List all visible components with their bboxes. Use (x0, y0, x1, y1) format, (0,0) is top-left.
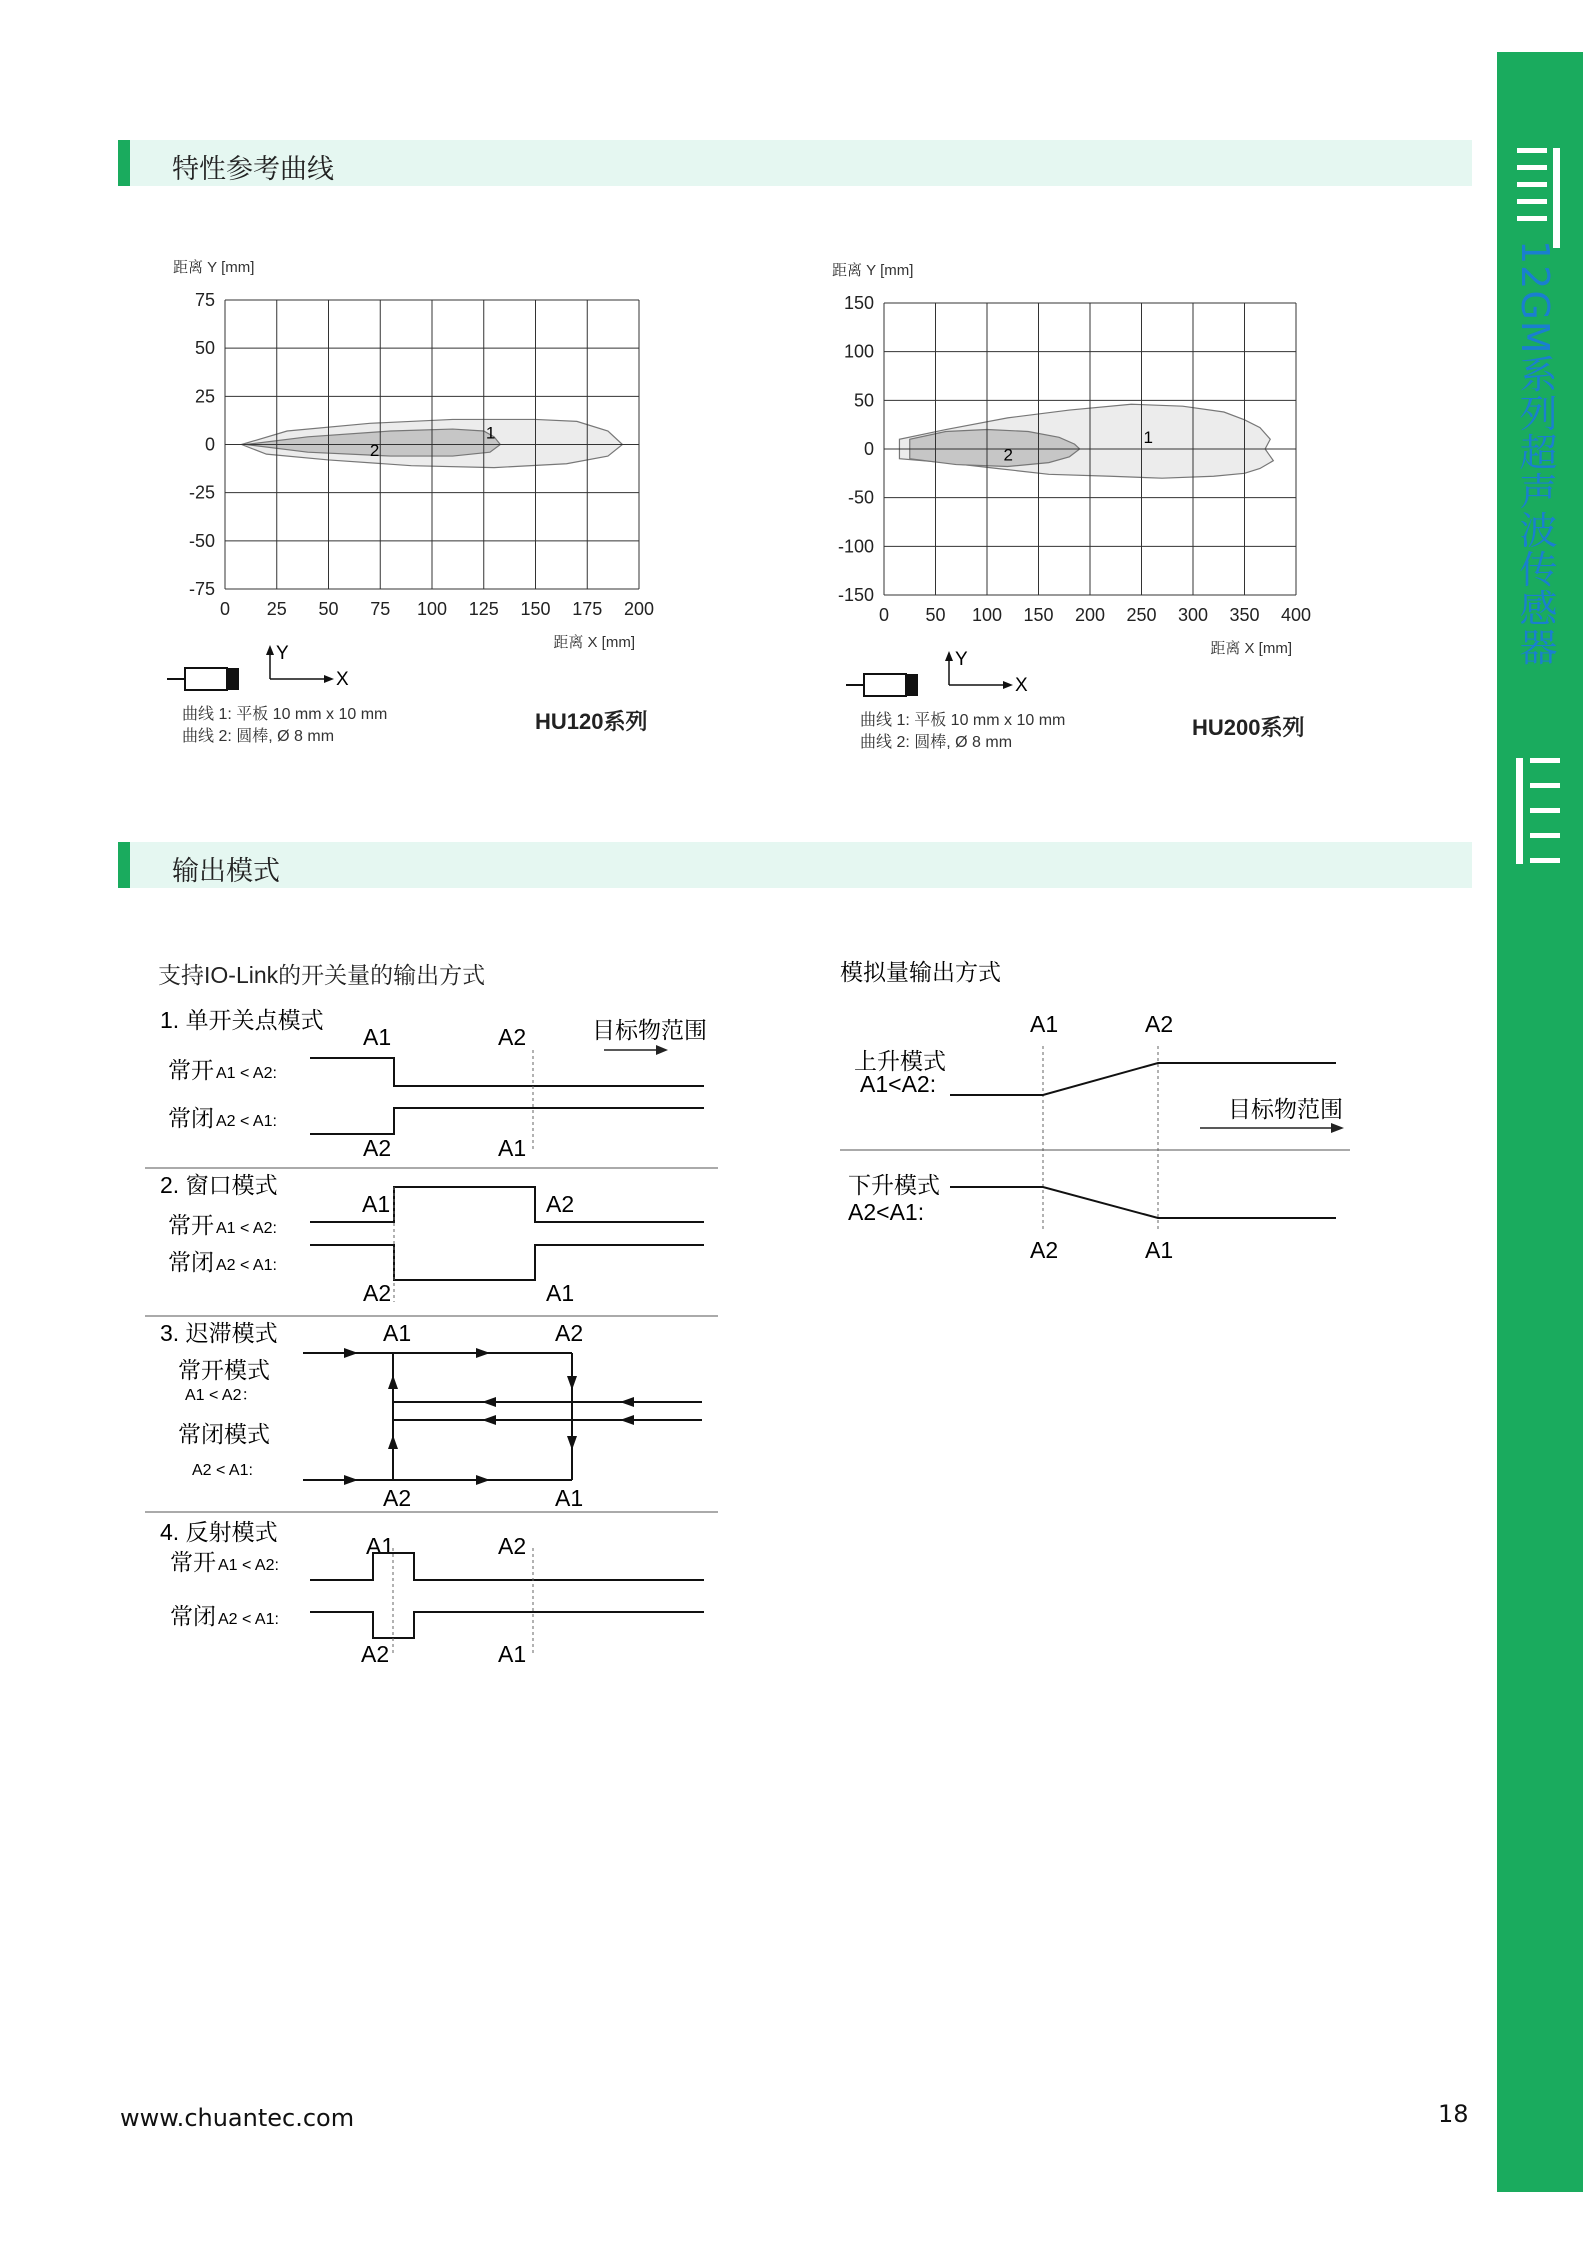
x-tick-label: 125 (468, 599, 499, 619)
curve-1-label: 1 (485, 423, 496, 443)
y-tick-label: 150 (843, 293, 874, 313)
label-a2: A2 (546, 1191, 575, 1217)
x-tick-label: 0 (219, 599, 231, 619)
label-a2-bottom: A2 (383, 1485, 412, 1511)
section-header-curves (118, 140, 1472, 186)
sensor-body-icon (185, 668, 227, 690)
arrow-right-icon (1331, 1123, 1344, 1133)
y-tick-label: 0 (863, 439, 874, 459)
label-a1-bottom: A1 (546, 1280, 575, 1306)
x-tick-label: 50 (318, 599, 339, 619)
mode-3-hysteresis (145, 1320, 718, 1512)
curve-2-label: 2 (369, 441, 380, 461)
legend-entry: 曲线 1: 平板 10 mm x 10 mm (182, 706, 388, 723)
nc-condition: A2 < A1: (218, 1611, 279, 1628)
axis-y-letter: Y (955, 649, 968, 670)
y-tick-label: -50 (847, 487, 874, 508)
label-a2-bottom: A2 (363, 1280, 392, 1306)
mode-title: 1. 单开关点模式 (160, 1007, 324, 1033)
chart-hu200 (820, 250, 1340, 760)
series-title: HU200系列 (1192, 715, 1305, 740)
label-a2-bottom: A2 (361, 1641, 390, 1667)
y-tick-label: -25 (188, 482, 215, 503)
nc-condition: A2 < A1: (192, 1462, 253, 1479)
sensor-body-icon (864, 674, 906, 696)
no-condition: A1 < A2： (185, 1387, 258, 1404)
label-a2: A2 (498, 1024, 527, 1050)
io-link-diagram (140, 950, 740, 1670)
legend-entry: 曲线 2: 圆棒, Ø 8 mm (860, 734, 1013, 751)
analog-diagram (820, 950, 1380, 1280)
page-number: 18 (1438, 2100, 1469, 2128)
x-tick-label: 250 (1126, 605, 1157, 625)
label-a2: A2 (1145, 1011, 1174, 1037)
side-title: 12GM系列超声波传感器 (1513, 240, 1557, 667)
x-tick-label: 50 (925, 605, 946, 625)
x-tick-label: 75 (370, 599, 391, 619)
label-a2-bottom: A2 (1030, 1237, 1059, 1263)
no-condition: A1 < A2: (218, 1557, 279, 1574)
rise-label: 上升模式 (854, 1048, 946, 1074)
y-tick-label: 25 (194, 386, 215, 407)
nc-label: 常闭 (168, 1105, 214, 1131)
arrow-up-icon (945, 651, 953, 661)
axis-x-letter: X (336, 669, 349, 690)
chart-hu120-svg (150, 250, 690, 750)
y-tick-label: 50 (194, 338, 215, 359)
stripes-icon-bottom (1512, 758, 1568, 878)
legend-entry: 曲线 2: 圆棒, Ø 8 mm (182, 728, 335, 745)
rise-condition: A1<A2: (860, 1071, 937, 1097)
x-tick-label: 100 (416, 599, 448, 619)
label-a1: A1 (383, 1320, 412, 1346)
curve-2-label: 2 (1003, 445, 1013, 465)
signal-fall (950, 1187, 1336, 1218)
x-tick-label: 0 (878, 605, 890, 625)
y-tick-label: 0 (204, 434, 215, 455)
y-tick-label: 75 (194, 290, 215, 310)
x-tick-label: 150 (1023, 605, 1054, 625)
arrow-right-icon (656, 1045, 668, 1055)
nc-label: 常闭 (170, 1603, 216, 1629)
label-a1: A1 (366, 1533, 395, 1559)
label-a2-bottom: A2 (363, 1135, 392, 1161)
chart-hu200-svg (820, 250, 1340, 760)
y-tick-label: -50 (188, 530, 215, 551)
y-tick-label: -100 (837, 536, 874, 557)
label-a2: A2 (498, 1533, 527, 1559)
label-a1: A1 (1030, 1011, 1059, 1037)
x-tick-label: 200 (1074, 605, 1106, 625)
mode-title: 4. 反射模式 (160, 1519, 278, 1545)
sensor-head-icon (227, 668, 239, 690)
mode-1-single-point (145, 1007, 718, 1168)
x-tick-label: 200 (623, 599, 655, 619)
y-tick-label: 50 (853, 390, 874, 411)
mode-2-window (145, 1172, 718, 1316)
x-axis-title: 距离 X [mm] (1210, 640, 1292, 657)
chart-hu120 (150, 250, 690, 750)
no-label: 常开模式 (178, 1357, 270, 1383)
x-tick-label: 100 (971, 605, 1003, 625)
section-title: 特性参考曲线 (172, 154, 334, 185)
no-label: 常开 (168, 1057, 214, 1083)
series-title: HU120系列 (535, 709, 648, 734)
label-a1-bottom: A1 (555, 1485, 584, 1511)
x-tick-label: 150 (520, 599, 551, 619)
label-a1-bottom: A1 (498, 1641, 527, 1667)
signal-nc (310, 1245, 704, 1280)
section-title: 输出模式 (172, 856, 280, 887)
arrow-right-icon (1003, 681, 1013, 689)
x-tick-label: 175 (572, 599, 603, 619)
axis-y-letter: Y (276, 643, 289, 664)
legend-entry: 曲线 1: 平板 10 mm x 10 mm (860, 712, 1066, 729)
curve-1-label: 1 (1143, 428, 1154, 448)
nc-label: 常闭模式 (178, 1421, 270, 1447)
axis-x-letter: X (1015, 675, 1028, 696)
arrow-up-icon (266, 645, 274, 655)
arrow-right-icon (324, 675, 334, 683)
io-link-heading: 支持IO-Link的开关量的输出方式 (158, 962, 486, 988)
y-axis-title: 距离 Y [mm] (173, 259, 255, 276)
signal-nc (310, 1612, 704, 1638)
label-a1-bottom: A1 (498, 1135, 527, 1161)
x-tick-label: 350 (1229, 605, 1260, 625)
y-tick-label: -75 (188, 579, 215, 599)
label-a1: A1 (363, 1024, 392, 1050)
no-condition: A1 < A2: (216, 1065, 277, 1082)
fall-condition: A2<A1: (848, 1199, 925, 1225)
x-tick-label: 25 (266, 599, 287, 619)
nc-condition: A2 < A1: (216, 1113, 277, 1130)
label-a1-bottom: A1 (1145, 1237, 1174, 1263)
section-header-output (118, 842, 1472, 888)
label-a1: A1 (362, 1191, 391, 1217)
no-condition: A1 < A2: (216, 1220, 277, 1237)
nc-condition: A2 < A1: (216, 1257, 277, 1274)
target-range-label: 目标物范围 (592, 1017, 707, 1043)
mode-title: 2. 窗口模式 (160, 1172, 278, 1198)
x-axis-title: 距离 X [mm] (553, 634, 635, 651)
mode-4-reflect (160, 1519, 704, 1667)
no-label: 常开 (170, 1549, 216, 1575)
target-range-label: 目标物范围 (1228, 1096, 1343, 1122)
nc-label: 常闭 (168, 1249, 214, 1275)
label-a2: A2 (555, 1320, 584, 1346)
analog-heading: 模拟量输出方式 (840, 959, 1001, 985)
signal-rise (950, 1063, 1336, 1095)
x-tick-label: 300 (1177, 605, 1209, 625)
footer-url[interactable]: www.chuantec.com (120, 2104, 355, 2132)
mode-title: 3. 迟滞模式 (160, 1320, 278, 1346)
y-axis-title: 距离 Y [mm] (832, 262, 914, 279)
no-label: 常开 (168, 1212, 214, 1238)
x-tick-label: 400 (1280, 605, 1312, 625)
signal-no (310, 1058, 704, 1086)
fall-label: 下升模式 (848, 1172, 940, 1198)
y-tick-label: -150 (837, 585, 874, 605)
sensor-head-icon (906, 674, 918, 696)
signal-nc (310, 1108, 704, 1134)
y-tick-label: 100 (843, 341, 874, 362)
